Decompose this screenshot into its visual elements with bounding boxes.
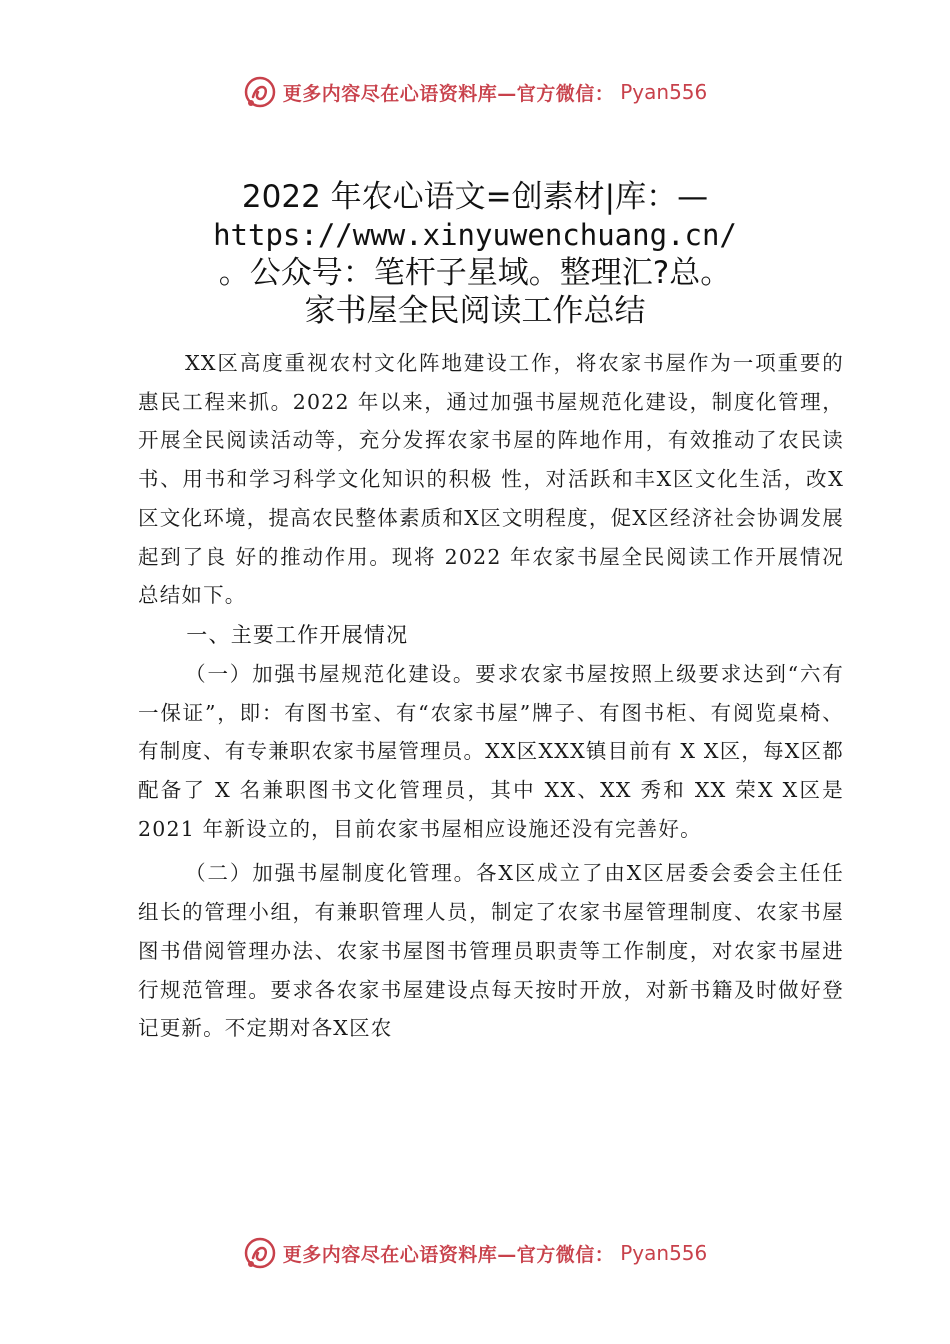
document-title <box>60 178 890 330</box>
banner-wechat-id: Pyan556 <box>620 80 708 104</box>
document-body <box>138 344 844 1048</box>
banner-wechat-id: Pyan556 <box>620 1241 708 1265</box>
swirl-logo-icon <box>243 75 277 109</box>
intro-paragraph: XX区高度重视农村文化阵地建设工作，将农家书屋作为一项重要的惠民工程来抓。2022 年以来，通过加强书屋规范化建设，制度化管理，开展全民阅读活动等，充分发挥农家书屋的阵地作用，有效推动了农民读书、用书和学习科学文化知识的积极 性，对活跃和丰X区文化生活，改X区文化环境，提高农民整体素质和X区文明程度，促X区经济社会协调发展起到了良 好的推动作用。现将 2022 年农家书屋全民阅读工作开展情况总结如下。 <box>138 351 844 608</box>
section-heading: 一、主要工作开展情况 <box>186 622 409 647</box>
banner-text: 更多内容尽在心语资料库—官方微信： <box>282 82 615 105</box>
footer-watermark-banner <box>0 1233 950 1273</box>
title-line-4: 家书屋全民阅读工作总结 <box>304 293 646 329</box>
title-line-1: 2022 年农心语文=创素材|库：— <box>241 179 709 215</box>
swirl-logo-icon <box>243 1236 277 1270</box>
header-watermark-banner <box>0 72 950 112</box>
title-line-3: 。公众号：笔杆子星域。整理汇?总。 <box>218 255 732 291</box>
paragraph-2: （二）加强书屋制度化管理。各X区成立了由X区居委会委会主任任组长的管理小组，有兼职管理人员，制定了农家书屋管理制度、农家书屋图书借阅管理办法、农家书屋图书管理员职责等工作制度，对农家书屋进行规范管理。要求各农家书屋建设点每天按时开放，对新书籍及时做好登记更新。不定期对各X区农 <box>138 861 844 1041</box>
title-line-url: https://www.xinyuwenchuang.cn/ <box>213 218 737 252</box>
paragraph-1: （一）加强书屋规范化建设。要求农家书屋按照上级要求达到“六有一保证”，即：有图书室、有“农家书屋”牌子、有图书柜、有阅览桌椅、有制度、有专兼职农家书屋管理员。XX区XXX镇目前有 X X区，每X区都配备了 X 名兼职图书文化管理员，其中 XX、XX 秀和 XX 荣X X区是 2021 年新设立的，目前农家书屋相应设施还没有完善好。 <box>138 661 844 841</box>
banner-text: 更多内容尽在心语资料库—官方微信： <box>282 1243 615 1266</box>
